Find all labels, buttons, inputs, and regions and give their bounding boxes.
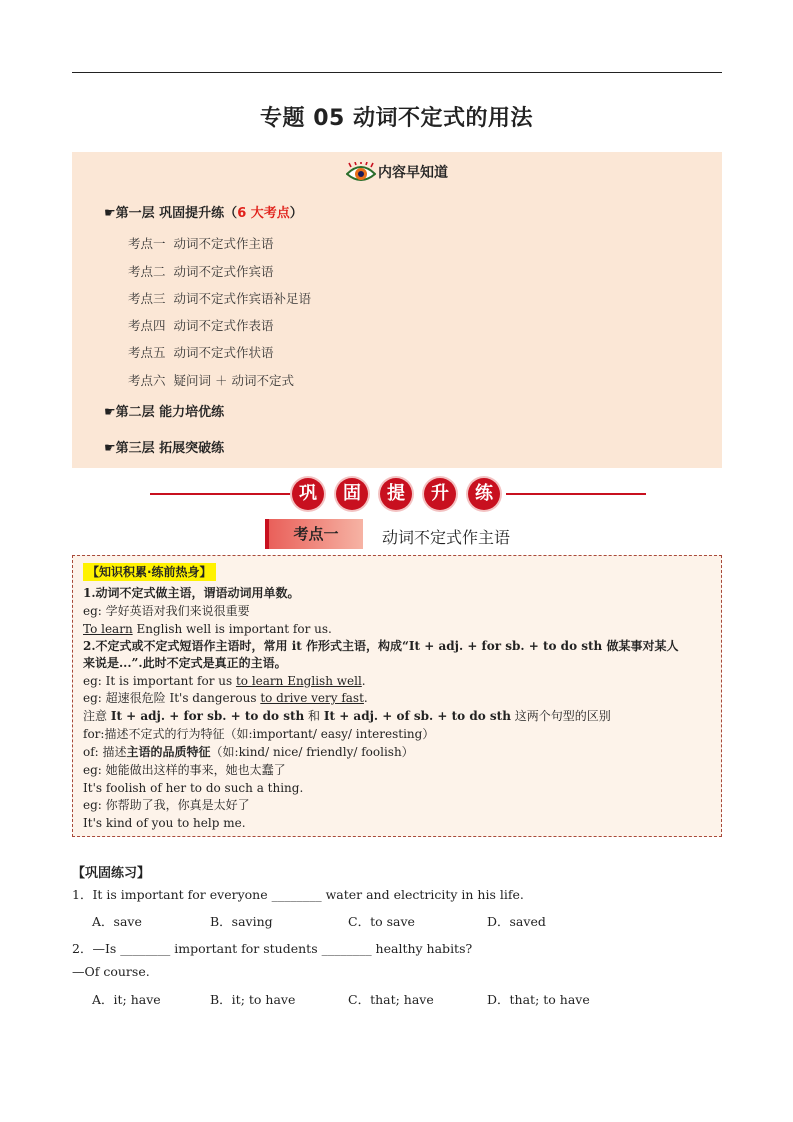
note-row bbox=[83, 708, 611, 724]
example-2 bbox=[83, 673, 366, 689]
example-4-en: It's foolish of her to do such a thing. bbox=[83, 781, 304, 795]
layer-1-label: ☛第一层 巩固提升练（ bbox=[104, 206, 238, 221]
example-2-underlined: to learn English well bbox=[235, 674, 362, 688]
knowledge-tag: 【知识积累·练前热身】 bbox=[83, 563, 216, 581]
of-rule bbox=[83, 744, 414, 760]
q2-option-d[interactable]: D．that; to have bbox=[487, 992, 590, 1007]
question-2: 2．—Is ________ important for students ________ healthy habits? bbox=[72, 941, 473, 956]
for-rule: for:描述不定式的行为特征（如:important/ easy/ interesting） bbox=[83, 727, 435, 741]
example-5-en: It's kind of you to help me. bbox=[83, 816, 246, 830]
point-4-num: 考点四 bbox=[128, 318, 166, 333]
example-5-cn: eg: 你帮助了我，你真是太好了 bbox=[83, 798, 250, 812]
point-1-text: 动词不定式作主语 bbox=[173, 236, 274, 251]
question-2-reply: —Of course. bbox=[72, 964, 150, 979]
contents-panel bbox=[72, 152, 722, 468]
section-title: 动词不定式作主语 bbox=[382, 528, 511, 547]
example-3-underlined: to drive very fast bbox=[260, 691, 364, 705]
note-pattern-2: It + adj. + of sb. + to do sth bbox=[323, 709, 511, 723]
rule-1: 1.动词不定式做主语，谓语动词用单数。 bbox=[83, 586, 300, 600]
page-title: 专题 05 动词不定式的用法 bbox=[260, 106, 533, 131]
knowledge-tag-row bbox=[83, 564, 216, 580]
rule-2-cont: 来说是...”.此时不定式是真正的主语。 bbox=[83, 656, 287, 670]
q2-option-b[interactable]: B．it; to have bbox=[210, 992, 296, 1007]
example-1-rest: English well is important for us. bbox=[132, 622, 332, 636]
example-1-en bbox=[83, 621, 332, 637]
point-4-text: 动词不定式作表语 bbox=[173, 318, 274, 333]
example-2-a: eg: It is important for us bbox=[83, 674, 236, 688]
question-1: 1．It is important for everyone ________ water and electricity in his life. bbox=[72, 887, 524, 902]
example-4-cn: eg: 她能做出这样的事来，她也太蠢了 bbox=[83, 763, 286, 777]
example-1-cn: eg: 学好英语对我们来说很重要 bbox=[83, 604, 250, 618]
point-2-num: 考点二 bbox=[128, 264, 166, 279]
banner-line-right bbox=[506, 493, 646, 495]
q1-option-a[interactable]: A．save bbox=[92, 914, 142, 929]
point-6-text: 疑问词 ＋ 动词不定式 bbox=[173, 373, 294, 388]
contents-heading bbox=[72, 162, 722, 184]
point-3 bbox=[128, 289, 319, 307]
header-rule bbox=[72, 72, 722, 73]
banner-char-5: 练 bbox=[468, 478, 500, 510]
point-2-text: 动词不定式作宾语 bbox=[173, 264, 274, 279]
point-4 bbox=[128, 316, 282, 334]
point-6 bbox=[128, 371, 302, 389]
example-2-b: . bbox=[361, 674, 366, 688]
point-3-num: 考点三 bbox=[128, 291, 166, 306]
note-a: 注意 bbox=[83, 709, 111, 723]
q1-option-d[interactable]: D．saved bbox=[487, 914, 546, 929]
banner-char-4: 升 bbox=[424, 478, 456, 510]
q1-option-c[interactable]: C．to save bbox=[348, 914, 415, 929]
of-rule-bold: 主语的品质特征 bbox=[126, 745, 211, 759]
layer-1-count: 6 大考点 bbox=[237, 206, 290, 221]
contents-heading-text: 内容早知道 bbox=[378, 165, 448, 181]
banner-char-1: 巩 bbox=[292, 478, 324, 510]
point-3-text: 动词不定式作宾语补足语 bbox=[173, 291, 312, 306]
layer-1-suffix: ） bbox=[289, 206, 303, 221]
q2-option-c[interactable]: C．that; have bbox=[348, 992, 434, 1007]
example-3-a: eg: 超速很危险 It's dangerous bbox=[83, 691, 261, 705]
point-5-text: 动词不定式作状语 bbox=[173, 345, 274, 360]
example-1-underlined: To learn bbox=[83, 622, 133, 636]
rule-2: 2.不定式或不定式短语作主语时，常用 it 作形式主语，构成“It + adj. + for sb. + to do sth 做某事对某人 bbox=[83, 639, 679, 653]
q1-option-b[interactable]: B．saving bbox=[210, 914, 273, 929]
point-2 bbox=[128, 262, 282, 280]
point-1-num: 考点一 bbox=[128, 236, 166, 251]
example-3 bbox=[83, 690, 368, 706]
point-6-num: 考点六 bbox=[128, 373, 166, 388]
section-banner bbox=[150, 478, 646, 510]
point-5-num: 考点五 bbox=[128, 345, 166, 360]
banner-line-left bbox=[150, 493, 290, 495]
layer-3: ☛第三层 拓展突破练 bbox=[104, 441, 225, 456]
q2-option-a[interactable]: A．it; have bbox=[92, 992, 161, 1007]
banner-char-3: 提 bbox=[380, 478, 412, 510]
layer-2: ☛第二层 能力培优练 bbox=[104, 405, 225, 420]
note-pattern-1: It + adj. + for sb. + to do sth bbox=[110, 709, 305, 723]
eye-icon bbox=[346, 162, 376, 184]
of-rule-c: （如:kind/ nice/ friendly/ foolish） bbox=[210, 745, 414, 759]
layer-1 bbox=[104, 202, 303, 221]
section-tag: 考点一 bbox=[265, 519, 363, 549]
point-5 bbox=[128, 343, 282, 361]
example-3-b: . bbox=[363, 691, 368, 705]
practice-heading: 【巩固练习】 bbox=[72, 866, 151, 881]
point-1 bbox=[128, 234, 282, 252]
banner-char-2: 固 bbox=[336, 478, 368, 510]
of-rule-a: of: 描述 bbox=[83, 745, 127, 759]
note-c: 和 bbox=[304, 709, 324, 723]
knowledge-box bbox=[72, 555, 722, 837]
note-d: 这两个句型的区别 bbox=[510, 709, 611, 723]
